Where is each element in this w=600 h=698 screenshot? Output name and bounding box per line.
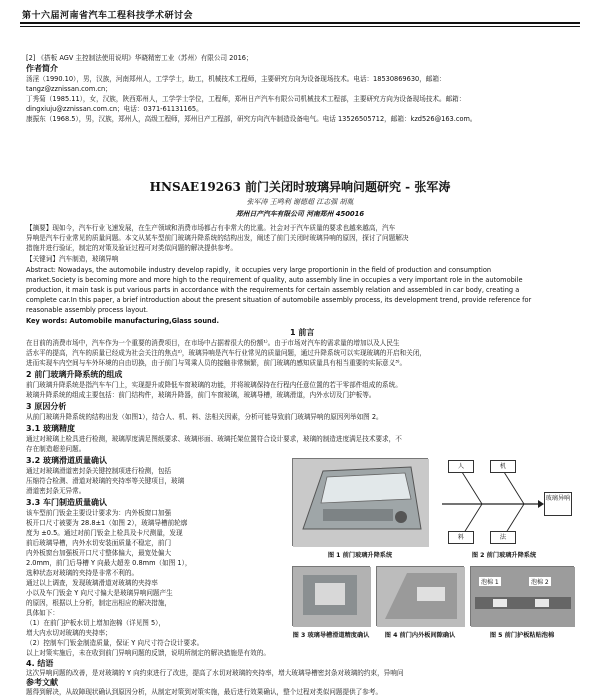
paper-affiliation: 郑州日产汽车有限公司 河南郑州 450016 [235,210,365,218]
abstract-en-line: reasonable assembly process layout. [26,306,149,314]
trim-foam-photo [471,567,575,627]
author-intro-line: 汤淫（1990.10），男，汉族，河南郑州人，工学学士，助工，机械技术工程师，主要研究方向为设备现场技术。电话：18530869630，邮箱： [26,75,446,83]
section-3-2-line: 通过对玻璃滑道密封条关键控制项进行检测，包括 [26,467,172,475]
figure-2-caption: 图 2 前门玻璃升降系统 [471,552,537,559]
abstract-en-line: complete car.In this paper, a brief introduction about the present situation of automobile assembly process, its development trend, provide reference for [26,296,532,304]
reference-2: [2] 《搭板 AGV 主控制法使用说明》华晓精密工业（苏州）有限公司 2016； [26,54,253,62]
abstract-en-line: production, it main task is put various parts in accordance with the requirements for certain assembly relation and assembled in car body, creating a [26,286,520,294]
section-4-line: 题得到解决，从故障现状确认到原因分析，从制定对策到对策实施，最后进行效果确认，整个过程对类似问题提供了参考。 [26,688,383,696]
keywords-cn: 【关键词】汽车制造，玻璃异响 [26,255,119,263]
section-1-heading: 1 前言 [290,328,315,337]
section-3-2-line: 压缩符合检测、滑道对玻璃的夹持率等关键项目，玻璃 [26,477,185,485]
abstract-cn-line: 【摘要】现如今，汽车行业飞速发展，在生产领域和消费市场都占有非常大的比重。社会对于汽车质量的要求也越来越高，汽车 [26,224,396,232]
foam-label: 泡棉 2 [531,579,549,586]
glass-channel-photo [293,567,371,627]
section-3-3-line: 的原因，根据以上分析，制定出相应的解决措施， [26,599,172,607]
figure-3-caption: 图 3 玻璃导槽滑道精度确认 [292,632,370,639]
door-gap-photo [377,567,465,627]
header-rule [20,22,580,24]
paper-authors: 张军涛 王鸣利 谢德超 江志强 胡胤 [246,198,354,206]
paper-title: HNSAE19263 前门关闭时玻璃异响问题研究 - 张军涛 [149,180,451,194]
figure-1-caption: 图 1 前门玻璃升降系统 [327,552,393,559]
fishbone-node: 料 [448,531,474,544]
author-intro-heading: 作者简介 [26,64,58,73]
author-intro-line: 康振东（1968.5），男，汉族，郑州人，高级工程师，郑州日产工程部，研究方向汽车制造设备电气。电话 13526505712，邮箱：kzd526@163.com。 [26,115,477,123]
section-2-line: 前门玻璃升降系统是指汽车车门上，实现提升或降低车窗玻璃的功能，并将玻璃保持在行程内任意位置的若干零部件组成的系统。 [26,381,402,389]
section-3-heading: 3 原因分析 [26,402,67,411]
section-3-3-line: 度为 ±0.5。通过对前门钣金上检具及卡尺测量，发现 [26,529,183,537]
section-3-text: 从前门玻璃升降系统的结构出发（如图1），结合人、机、料、法相关因素，分析可能导致前门玻璃异响的原因列举如图 2。 [26,413,383,421]
figure-3-image [292,566,370,626]
section-3-3-line: 内外板窗台加强板开口尺寸整体偏大，最宽处偏大 [26,549,172,557]
fishbone-node: 人 [448,460,474,473]
section-3-3-heading: 3.3 车门制造质量确认 [26,498,107,507]
section-3-2-heading: 3.2 玻璃滑道质量确认 [26,456,107,465]
section-4-line: 这次异响问题的改善，是对玻璃的 Y 向约束进行了改进，提高了水切对玻璃的夹持率，增大玻璃导槽密封条对玻璃的约束，异响问 [26,669,404,677]
section-3-1-line: 通过对玻璃上检具进行检测，玻璃厚度满足图纸要求、玻璃形面、玻璃托架位置符合设计要求，玻璃的制造进度满足技术要求，不 [26,435,402,443]
running-head: 第十六届河南省汽车工程科技学术研讨会 [22,11,194,21]
section-2-heading: 2 前门玻璃升降系统的组成 [26,370,123,379]
section-3-3-line: 该车型前门钣金主要设计要求为：内外板窗口加强 [26,509,172,517]
abstract-en-line: market.Society is becoming more and more high to the requirement of quality, auto assembly line in occupies a very important role in the automobile [26,276,523,284]
figure-1-image [292,458,428,546]
foam-label: 泡棉 1 [481,579,499,586]
figure-5-caption: 图 5 前门护板粘贴泡棉 [489,632,555,639]
section-3-3-line: 小以及车门钣金 Y 向尺寸偏大是玻璃异响问题产生 [26,589,173,597]
measure-line: 增大内水切对玻璃的夹持率； [26,629,112,637]
figure-2-diagram [434,458,574,546]
references-heading: 参考文献 [26,678,58,687]
section-3-3-line: 前后玻璃导槽，内外水切安装面质量不稳定，前门 [26,539,172,547]
section-1-line: 活水平的提高，汽车的质量已经成为社会关注的焦点²⁾，玻璃异响是汽车行业常见的质量问题，通过升降系统可以实现玻璃的开启和关闭， [26,349,426,357]
section-2-line: 玻璃升降系统的组成主要包括：前门结构件，玻璃升降器，前门车窗玻璃，玻璃导槽，玻璃滑道，内外水切及门护板等。 [26,391,376,399]
section-3-2-line: 滑道密封条无异常。 [26,487,86,495]
author-intro-line: 丁秀菊（1985.11），女，汉族，陕西郑州人，工学学士学位，工程师，郑州日产汽车有限公司机械技术工程部，主要研究方向为设备现场技术。邮箱： [26,95,466,103]
author-intro-line: tangz@zznissan.com.cn； [26,85,112,93]
abstract-cn-line: 措施并进行验证，制定的对策及验证过程可对类似问题的解决提供参考。 [26,244,237,252]
measure-line: 以上对策实施后，未在收到前门异响问题的反馈，说明所制定的解决措施是有效的。 [26,649,270,657]
section-3-1-line: 存在制造超差问题。 [26,445,86,453]
fishbone-node: 法 [490,531,516,544]
author-intro-line: dingxiuju@zznissan.com.cn；电话：0371-61131165。 [26,105,203,113]
section-3-3-line: 通过以上调查，发现玻璃滑道对玻璃的夹持率 [26,579,158,587]
section-3-3-line: 板开口尺寸被要为 28.8±1（如图 2），玻璃导槽前轮廓 [26,519,188,527]
section-4-heading: 4. 结语 [26,659,54,668]
fishbone-node: 机 [490,460,516,473]
abstract-cn-line: 异响是汽车行业常见的质量问题。本文从某车型前门玻璃升降系统的结构出发，阐述了前门关闭时玻璃异响的原因，探讨了问题解决 [26,234,409,242]
keywords-en: Key words: Automobile manufacturing,Glass sound. [26,317,219,325]
door-photo-graphic [293,459,429,547]
figure-4-image [376,566,464,626]
measure-line: （1）在前门护板水切上增加泡棉（详见图 5）， [26,619,166,627]
fishbone-effect: 玻璃异响 [544,492,572,516]
section-3-1-heading: 3.1 玻璃精度 [26,424,75,433]
figure-5-image [470,566,574,626]
header-rule-thin [20,26,580,27]
section-3-3-line: 2.0mm，前门后导槽 Y 向最大超差 0.8mm（如图 1）， [26,559,192,567]
section-1-line: 在目前的消费市场中，汽车作为一个重要的消费项目，在市场中占据着很大的份额¹⁾。由于市场对汽车的需求量的增加以及人民生 [26,339,400,347]
section-1-line: 进而实现车内空间与车外环境的自由切换，由于前门与驾乘人员的接触非常频繁，前门玻璃的感知质量具有相当重要的实际意义³⁾。 [26,359,407,367]
abstract-en-line: Abstract: Nowadays, the automobile industry develop rapidly，it occupies very large proportionin in the field of production and consumption [26,266,492,274]
section-3-3-line: 具体如下： [26,609,59,617]
section-3-3-line: 选种状态对玻璃的夹持是非常不利的。 [26,569,139,577]
figure-4-caption: 图 4 前门内外板间隙确认 [384,632,456,639]
measure-line: （2）控制车门钣金制造质量，保证 Y 向尺寸符合设计要求。 [26,639,204,647]
